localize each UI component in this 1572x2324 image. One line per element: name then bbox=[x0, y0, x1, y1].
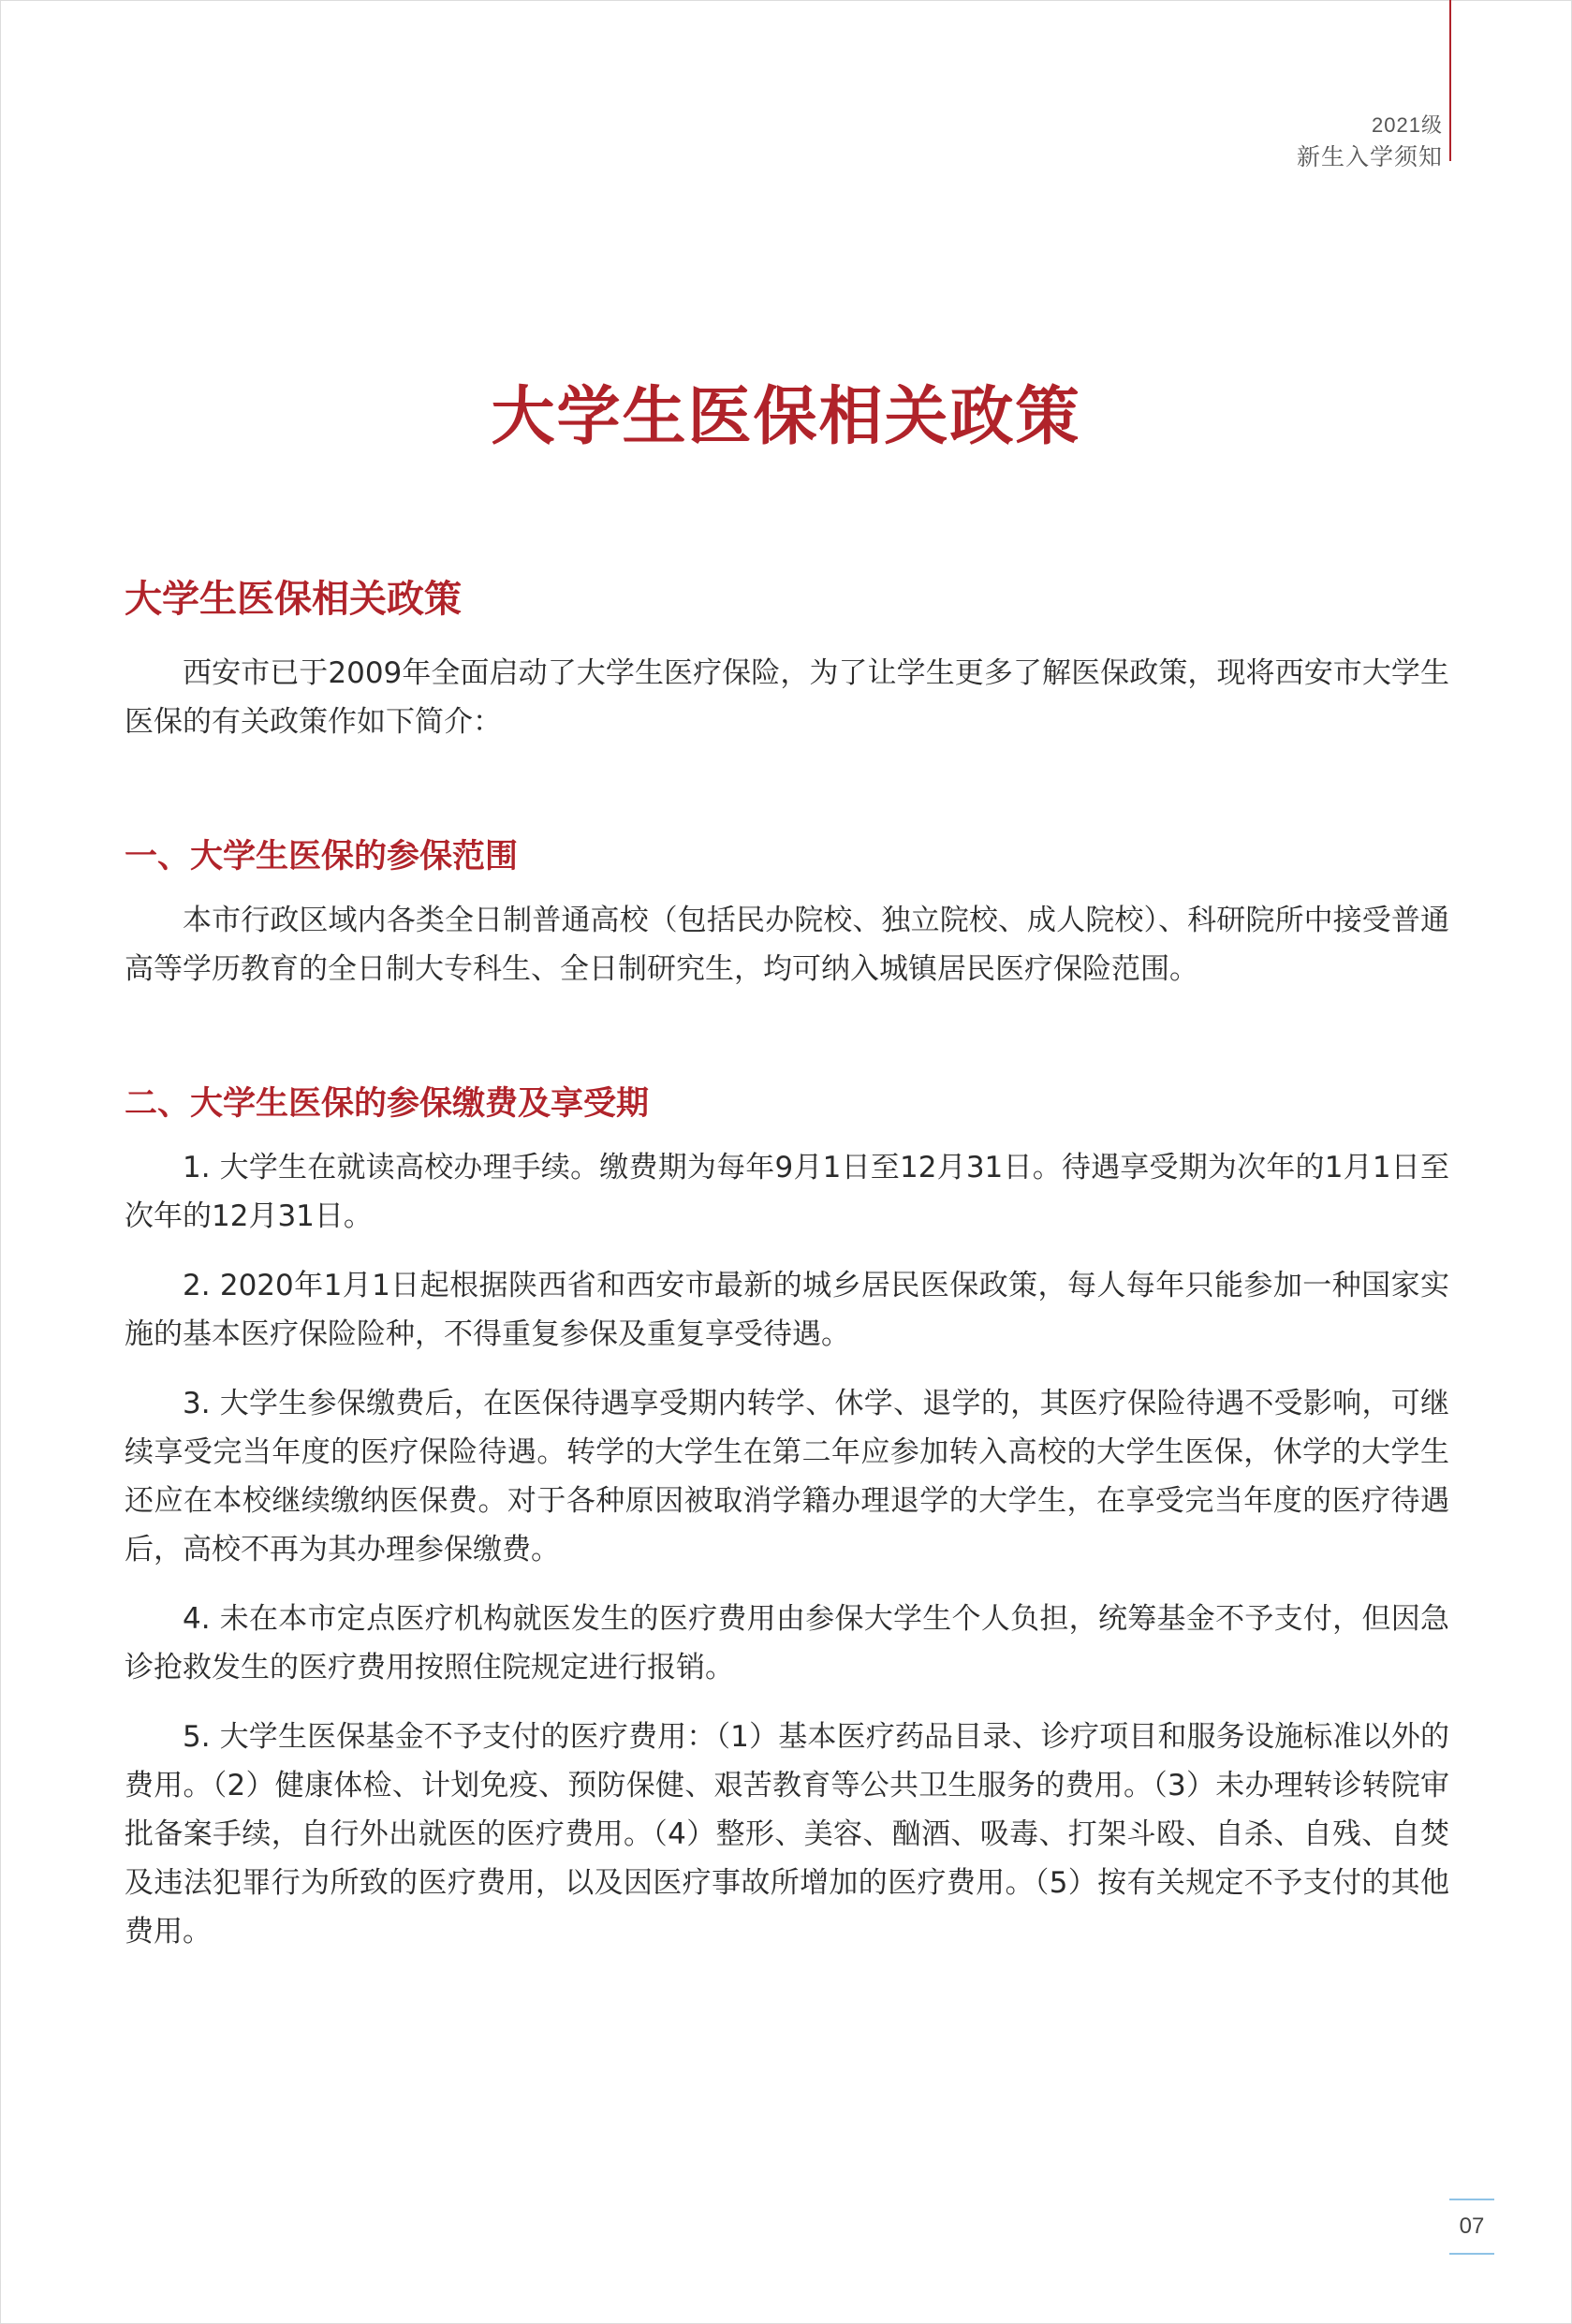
item-spacer bbox=[125, 1692, 1449, 1713]
section-2-heading: 二、大学生医保的参保缴费及享受期 bbox=[125, 1085, 650, 1123]
section-2-item-1: 1. 大学生在就读高校办理手续。缴费期为每年9月1日至12月31日。待遇享受期为次年的1月1日至次年的12月31日。 bbox=[125, 1151, 1449, 1233]
section-2-item-4: 4. 未在本市定点医疗机构就医发生的医疗费用由参保大学生个人负担，统筹基金不予支付，但因急诊抢救发生的医疗费用按照住院规定进行报销。 bbox=[125, 1602, 1449, 1684]
page-number-box bbox=[1449, 2199, 1494, 2255]
header-subtitle: 新生入学须知 bbox=[1296, 144, 1443, 170]
intro-heading: 大学生医保相关政策 bbox=[125, 578, 462, 621]
document-body bbox=[125, 566, 1449, 1956]
section-2-item-3: 3. 大学生参保缴费后，在医保待遇享受期内转学、休学、退学的，其医疗保险待遇不受影响，可继续享受完当年度的医疗保险待遇。转学的大学生在第二年应参加转入高校的大学生医保，休学的大学生还应在本校继续缴纳医保费。对于各种原因被取消学籍办理退学的大学生，在享受完当年度的医疗待遇后，高校不再为其办理参保缴费。 bbox=[125, 1387, 1449, 1566]
section-spacer bbox=[125, 746, 1449, 829]
header-accent-line bbox=[1449, 0, 1451, 161]
section-1-paragraph: 本市行政区域内各类全日制普通高校（包括民办院校、独立院校、成人院校）、科研院所中接受普通高等学历教育的全日制大专科生、全日制研究生，均可纳入城镇居民医疗保险范围。 bbox=[125, 904, 1449, 986]
section-1-heading: 一、大学生医保的参保范围 bbox=[125, 838, 519, 875]
page-number-rule-bottom bbox=[1449, 2253, 1494, 2255]
section-2-item-2: 2. 2020年1月1日起根据陕西省和西安市最新的城乡居民医保政策，每人每年只能参加一种国家实施的基本医疗保险险种，不得重复参保及重复享受待遇。 bbox=[125, 1269, 1449, 1351]
section-2-item-5: 5. 大学生医保基金不予支付的医疗费用：（1）基本医疗药品目录、诊疗项目和服务设施标准以外的费用。（2）健康体检、计划免疫、预防保健、艰苦教育等公共卫生服务的费用。（3）未办理转诊转院审批备案手续，自行外出就医的医疗费用。（4）整形、美容、酗酒、吸毒、打架斗殴、自杀、自残、自焚及违法犯罪行为所致的医疗费用，以及因医疗事故所增加的医疗费用。（5）按有关规定不予支付的其他费用。 bbox=[125, 1720, 1449, 1949]
intro-paragraph: 西安市已于2009年全面启动了大学生医疗保险，为了让学生更多了解医保政策，现将西安市大学生医保的有关政策作如下简介： bbox=[125, 656, 1449, 739]
section-spacer bbox=[125, 993, 1449, 1076]
page-title: 大学生医保相关政策 bbox=[491, 379, 1081, 454]
header-year: 2021级 bbox=[1372, 113, 1443, 137]
item-spacer bbox=[125, 1359, 1449, 1379]
running-header bbox=[1297, 110, 1443, 174]
item-spacer bbox=[125, 1574, 1449, 1595]
page-number: 07 bbox=[1459, 2214, 1485, 2239]
item-spacer bbox=[125, 1241, 1449, 1261]
